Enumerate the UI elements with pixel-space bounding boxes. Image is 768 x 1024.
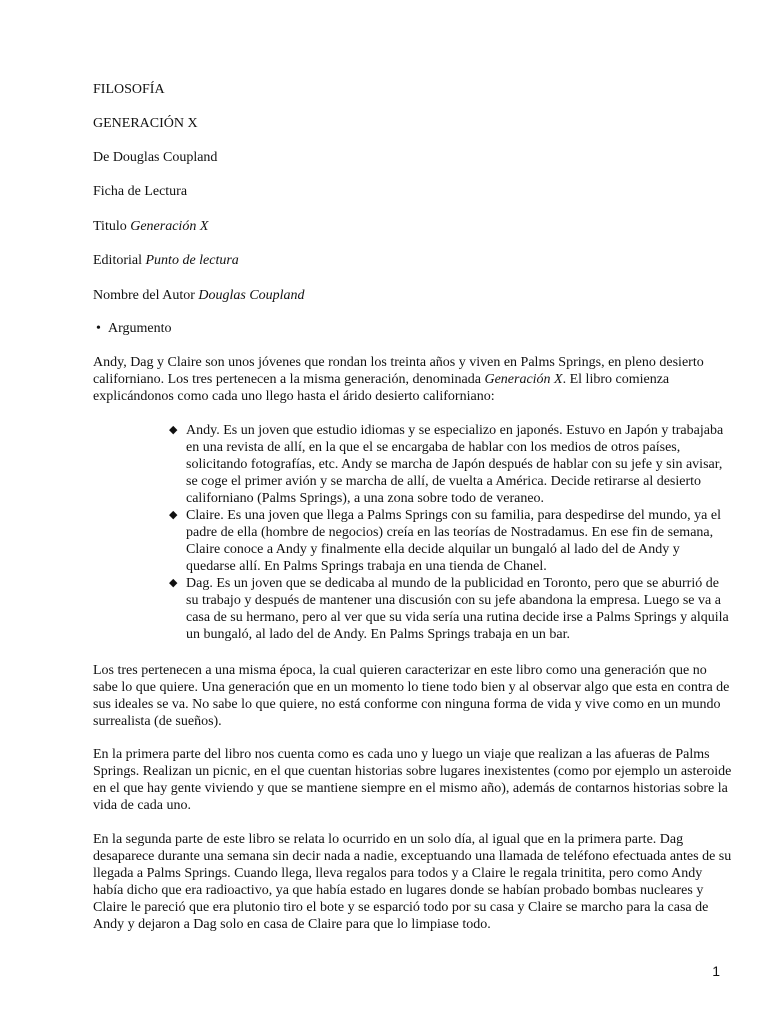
character-andy: Andy. Es un joven que estudio idiomas y se especializo en japonés. Estuvo en Japón y trabajaba en una revista de allí, en la que el se encargaba de hablar con los medios de otros países, solicitando fotografías, etc. Andy se marcha de Japón después de hablar con su jefe y sin avisar, se coge el primer avión y se marcha de allí, de vuelta a América. Decide retirarse al desierto californiano (Palms Springs), a una zona sobre todo de veraneo. <box>186 423 724 506</box>
argumento-intro <box>93 354 733 405</box>
ficha-autor-value: Douglas Coupland <box>198 288 305 303</box>
ficha-editorial-label: Editorial <box>93 253 146 268</box>
section-label: Ficha de Lectura <box>93 184 188 199</box>
argumento-intro-before: Andy, Dag y Claire son unos jóvenes que rondan los treinta años y viven en Palms Springs, en pleno desierto californiano. Los tres pertenecen a la misma generación, denominada <box>93 355 704 387</box>
list-item <box>166 575 729 643</box>
paragraph-epoca: Los tres pertenecen a una misma época, la cual quieren caracterizar en este libro como una generación que no sabe lo que quiere. Una generación que en un momento lo tiene todo bien y al observar algo que esta en contra de sus ideales se va. No sabe lo que quiere, no está conforme con ninguna forma de vida y vive como en un mundo surrealista (de sueños). <box>93 663 730 729</box>
argumento-heading-row <box>93 320 172 337</box>
argumento-intro-em: Generación X <box>484 372 563 387</box>
page-number: 1 <box>712 963 720 979</box>
byline: De Douglas Coupland <box>93 150 218 165</box>
ficha-titulo-value: Generación X <box>130 219 209 234</box>
diamond-bullet-icon: ◆ <box>169 509 178 521</box>
diamond-bullet-icon: ◆ <box>169 577 178 589</box>
ficha-titulo-label: Titulo <box>93 219 131 234</box>
ficha-editorial-value: Punto de lectura <box>145 253 239 268</box>
diamond-bullet-icon: ◆ <box>169 424 178 436</box>
paragraph-segunda-parte: En la segunda parte de este libro se relata lo ocurrido en un solo día, al igual que en la primera parte. Dag desaparece durante una semana sin decir nada a nadie, exceptuando una llamada de teléfono efectuada antes de su llegada a Palms Springs. Cuando llega, lleva regalos para todos y a Claire le regala trinitita, pero como Andy había dicho que era radioactivo, ya que había estado en lugares donde se habían probado bombas nucleares y Claire le pareció que era plutonio tiro el bote y se esparció todo por su casa y Claire se marcho para la casa de Andy y dejaron a Dag solo en casa de Claire para que lo limpiase todo. <box>93 832 732 932</box>
category-heading: FILOSOFÍA <box>93 82 165 97</box>
ficha-editorial <box>93 252 239 269</box>
argumento-intro-after: . El libro comienza explicándonos como cada uno llego hasta el árido desierto californiano: <box>93 372 670 404</box>
bullet-dot-icon: • <box>96 321 101 336</box>
paragraph-primera-parte: En la primera parte del libro nos cuenta como es cada uno y luego un viaje que realizan a las afueras de Palms Springs. Realizan un picnic, en el que cuentan historias sobre lugares inexistentes (como por ejemplo un asteroide en el que hay gente viviendo y que se mantiene siempre en el mismo año), además de contarnos historias sobre la vida de cada uno. <box>93 747 732 813</box>
list-item <box>166 507 729 575</box>
document-title: GENERACIÓN X <box>93 116 198 131</box>
argumento-heading: Argumento <box>108 321 172 336</box>
ficha-titulo <box>93 218 208 235</box>
character-claire: Claire. Es una joven que llega a Palms Springs con su familia, para despedirse del mundo, ya el padre de ella (hombre de negocios) creía en las teorías de Nostradamus. En ese fin de semana, Claire conoce a Andy y finalmente ella decide alquilar un bungaló al lado del de Andy y quedarse allí. En Palms Springs trabaja en una tienda de Chanel. <box>186 508 721 574</box>
character-dag: Dag. Es un joven que se dedicaba al mundo de la publicidad en Toronto, pero que se aburrió de su trabajo y después de mantener una discusión con su jefe abandona la empresa. Luego se va a casa de su hermano, pero al ver que su vida sería una rutina decide irse a Palms Springs y alquila un bungaló, al lado del de Andy. En Palms Springs trabaja en un bar. <box>186 576 729 642</box>
list-item <box>166 422 729 507</box>
ficha-autor-label: Nombre del Autor <box>93 288 199 303</box>
ficha-autor <box>93 287 305 304</box>
character-list <box>166 422 729 643</box>
